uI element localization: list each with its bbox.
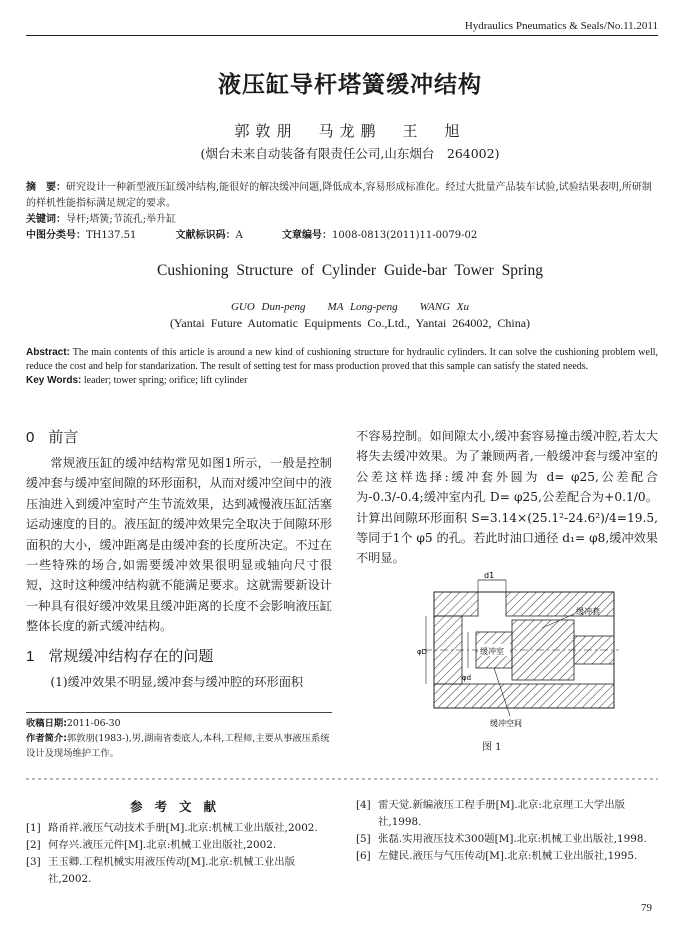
label-cushion-sleeve: 缓冲套 [576, 607, 600, 616]
label-cushion-space: 缓冲空间 [490, 719, 522, 728]
reference-item: [3] 王玉卿.工程机械实用液压传动[M].北京:机械工业出版社,2002. [26, 856, 296, 885]
doc-code-value: A [235, 230, 243, 241]
references-title: 参考文献 [129, 799, 228, 814]
section-divider [26, 776, 658, 782]
continued-paragraph: 不容易控制。如间隙太小,缓冲套容易撞击缓冲腔,若太大将失去缓冲效果。为了兼顾两者,一般缓冲套与缓冲室的公差这样选择:缓冲套外圆为 d= φ25,公差配合为-0.3/-0.4;缓冲室内孔 D= φ25,公差配合为+0.1/0。计算出间隙环形面积 S=3.14×(25.1²-24.6²)/4=19.5,等同于1个 φ5 的孔。若此时油口通径 d₁= φ8,缓冲效果不明显。 [356, 429, 658, 566]
body-left-column [26, 426, 332, 692]
keywords-cn-label: 关键词： [26, 214, 66, 225]
label-d1: d1 [484, 571, 495, 580]
abstract-cn-block [26, 180, 658, 244]
abstract-cn-text: 研究设计一种新型液压缸缓冲结构,能很好的解决缓冲问题,降低成本,容易形成标准化。经过大批量产品装车试验,试验结果表明,所研制的样机性能指标满足规定的要求。 [26, 182, 652, 209]
footnote-rule [26, 712, 332, 713]
paper-title-cn: 液压缸导杆塔簧缓冲结构 [218, 72, 482, 98]
clc-value: TH137.51 [86, 230, 137, 241]
doc-code-label: 文献标识码： [175, 230, 236, 241]
received-date: 2011-06-30 [66, 718, 121, 729]
figure-1-cushion-diagram [414, 570, 624, 730]
article-no-label: 文章编号： [282, 230, 332, 241]
section-0-title: 前言 [48, 428, 79, 446]
label-D: φD [417, 648, 428, 656]
author-bio-label: 作者简介: [26, 733, 67, 744]
article-no-value: 1008-0813(2011)11-0079-02 [332, 230, 478, 241]
abstract-en [26, 346, 658, 374]
section-1-heading [26, 645, 332, 666]
clc-label: 中图分类号： [26, 230, 86, 241]
section-1-paragraph: (1)缓冲效果不明显,缓冲套与缓冲腔的环形面积 [50, 674, 304, 689]
label-d: φd [462, 674, 472, 682]
abstract-cn [26, 180, 658, 212]
references-right [356, 797, 658, 865]
classification-line [26, 228, 658, 244]
reference-item: [1] 路甬祥.液压气动技术手册[M].北京:机械工业出版社,2002. [26, 822, 318, 834]
reference-item: [2] 何存兴.液压元件[M].北京:机械工业出版社,2002. [26, 839, 277, 851]
received-label: 收稿日期: [26, 718, 67, 729]
authors-cn: 郭敦朋 马龙鹏 王 旭 [234, 122, 466, 140]
keywords-en [26, 374, 658, 388]
section-1-title: 常规缓冲结构存在的问题 [48, 646, 214, 665]
section-0-paragraph: 常规液压缸的缓冲结构常见如图1所示，一般是控制缓冲套与缓冲室间隙的环形面积，从而对缓冲空间中的液压油进入到缓冲室时产生节流效果，达到减慢液压缸活塞运动速度的目的。液压缸的缓冲效果完全取决于间隙环形面积的大小，缓冲距离是由缓冲套的长度所决定。不过在一些特殊的场合,如需要缓冲效果很明显或轴向尺寸很短，这时这种缓冲结构就不能满足要求。这就需要新设计一种具有很好缓冲效果且缓冲距离的长度不会影响液压缸整体长度的新式缓冲结构。 [26, 456, 332, 634]
references-left [26, 820, 332, 888]
running-header: Hydraulics Pneumatics & Seals/No.11.2011 [26, 20, 658, 36]
label-cushion-chamber: 缓冲室 [480, 647, 504, 656]
section-0-number: 0 [26, 429, 35, 446]
footnote [26, 716, 332, 761]
section-0-heading [26, 426, 332, 447]
keywords-cn-text: 导杆;塔簧;节流孔;举升缸 [66, 214, 177, 225]
reference-item: [4] 雷天觉.新编液压工程手册[M].北京:北京理工大学出版社,1998. [356, 799, 626, 828]
page-number: 79 [641, 902, 652, 914]
body-right-column [356, 426, 658, 569]
keywords-cn [26, 212, 658, 228]
figure-1-caption: 图 1 [482, 742, 502, 753]
abstract-en-label: Abstract: [26, 347, 70, 358]
abstract-cn-label: 摘 要： [26, 182, 66, 193]
authors-en: GUO Dun-peng MA Long-peng WANG Xu [230, 301, 470, 313]
keywords-en-text: leader; tower spring; orifice; lift cylinder [81, 375, 248, 386]
section-1-number: 1 [26, 647, 35, 665]
abstract-en-text: The main contents of this article is around a new kind of cushioning structure for hydraulic cylinders. It can solve the cushioning problem well, reduce the cost and help for standarization. The result of setting test for mass production proved that this sample can satisfy the stated needs. [26, 347, 658, 372]
paper-title-en: Cushioning Structure of Cylinder Guide-bar Tower Spring [157, 262, 543, 279]
affiliation-cn: (烟台未来自动装备有限责任公司,山东烟台 264002) [200, 146, 500, 161]
abstract-en-block [26, 346, 658, 388]
affiliation-en: (Yantai Future Automatic Equipments Co.,Ltd., Yantai 264002, China) [169, 316, 531, 330]
author-bio: 郭敦朋(1983-),男,湖南省娄底人,本科,工程师,主要从事液压系统设计及现场维护工作。 [26, 733, 330, 759]
reference-item: [5] 张磊.实用液压技术300题[M].北京:机械工业出版社,1998. [356, 833, 647, 845]
keywords-en-label: Key Words: [26, 375, 82, 386]
reference-item: [6] 左健民.液压与气压传动[M].北京:机械工业出版社,1995. [356, 850, 638, 862]
